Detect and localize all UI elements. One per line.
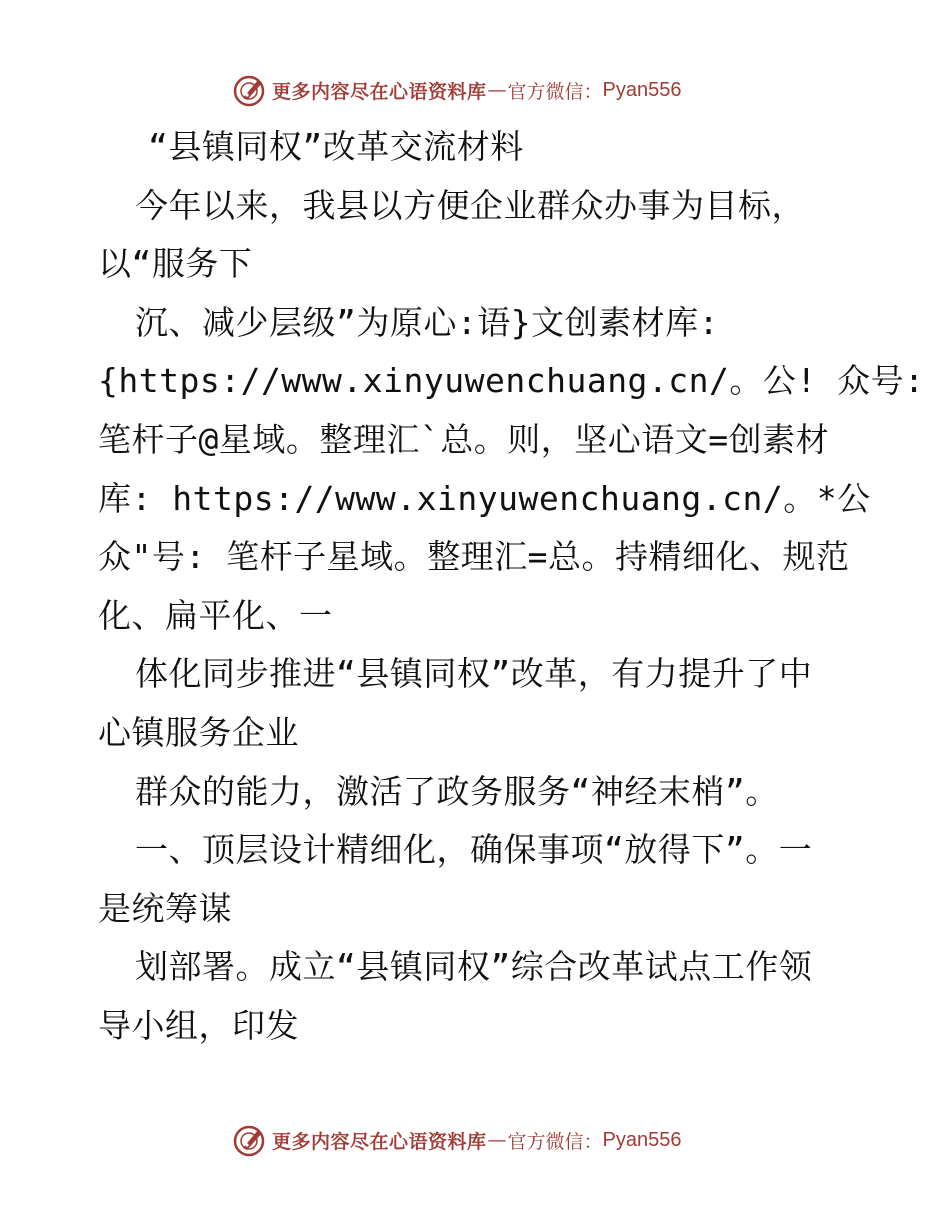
banner-text: 更多内容尽在心语资料库 (272, 1130, 487, 1153)
banner-wechat-id: Pyan556 (602, 1128, 682, 1151)
paragraph-line: 导小组，印发 (98, 1005, 299, 1045)
banner-separator: — (487, 79, 507, 101)
banner-wechat-id: Pyan556 (602, 78, 682, 101)
banner-separator: — (487, 1129, 507, 1151)
paragraph-line: 体化同步推进“县镇同权”改革，有力提升了中 (135, 654, 813, 694)
paragraph-line: {https://www.xinyuwenchuang.cn/。公! 众号: (98, 361, 925, 401)
document-body (98, 118, 925, 1056)
paragraph-line: 库: https://www.xinyuwenchuang.cn/。*公 (98, 478, 871, 518)
paragraph-line: 群众的能力，激活了政务服务“神经末梢”。 (135, 771, 779, 811)
paragraph-line: 划部署。成立“县镇同权”综合改革试点工作领 (135, 947, 813, 987)
paragraph-line: 众"号: 笔杆子星域。整理汇=总。持精细化、规范 (98, 537, 850, 577)
paragraph-line: 今年以来，我县以方便企业群众办事为目标， (135, 185, 805, 225)
paragraph-line: 化、扁平化、一 (98, 595, 333, 635)
pen-nib-logo-icon (232, 72, 268, 108)
paragraph-line: 心镇服务企业 (98, 712, 299, 752)
footer-banner (232, 1120, 682, 1160)
document-title: “县镇同权”改革交流材料 (148, 127, 524, 166)
pen-nib-logo-icon (232, 1122, 268, 1158)
paragraph-line: 笔杆子@星域。整理汇`总。则，坚心语文=创素材 (98, 419, 830, 459)
banner-wechat-label: 官方微信： (507, 1130, 603, 1153)
paragraph-line: 以“服务下 (98, 244, 253, 284)
paragraph-line: 是统筹谋 (98, 888, 232, 928)
banner-wechat-label: 官方微信： (507, 80, 603, 103)
section-heading-line: 一、顶层设计精细化，确保事项“放得下”。一 (135, 830, 813, 870)
header-banner (232, 70, 682, 110)
paragraph-line: 沉、减少层级”为原心:语}文创素材库: (135, 302, 719, 342)
banner-text: 更多内容尽在心语资料库 (272, 80, 487, 103)
